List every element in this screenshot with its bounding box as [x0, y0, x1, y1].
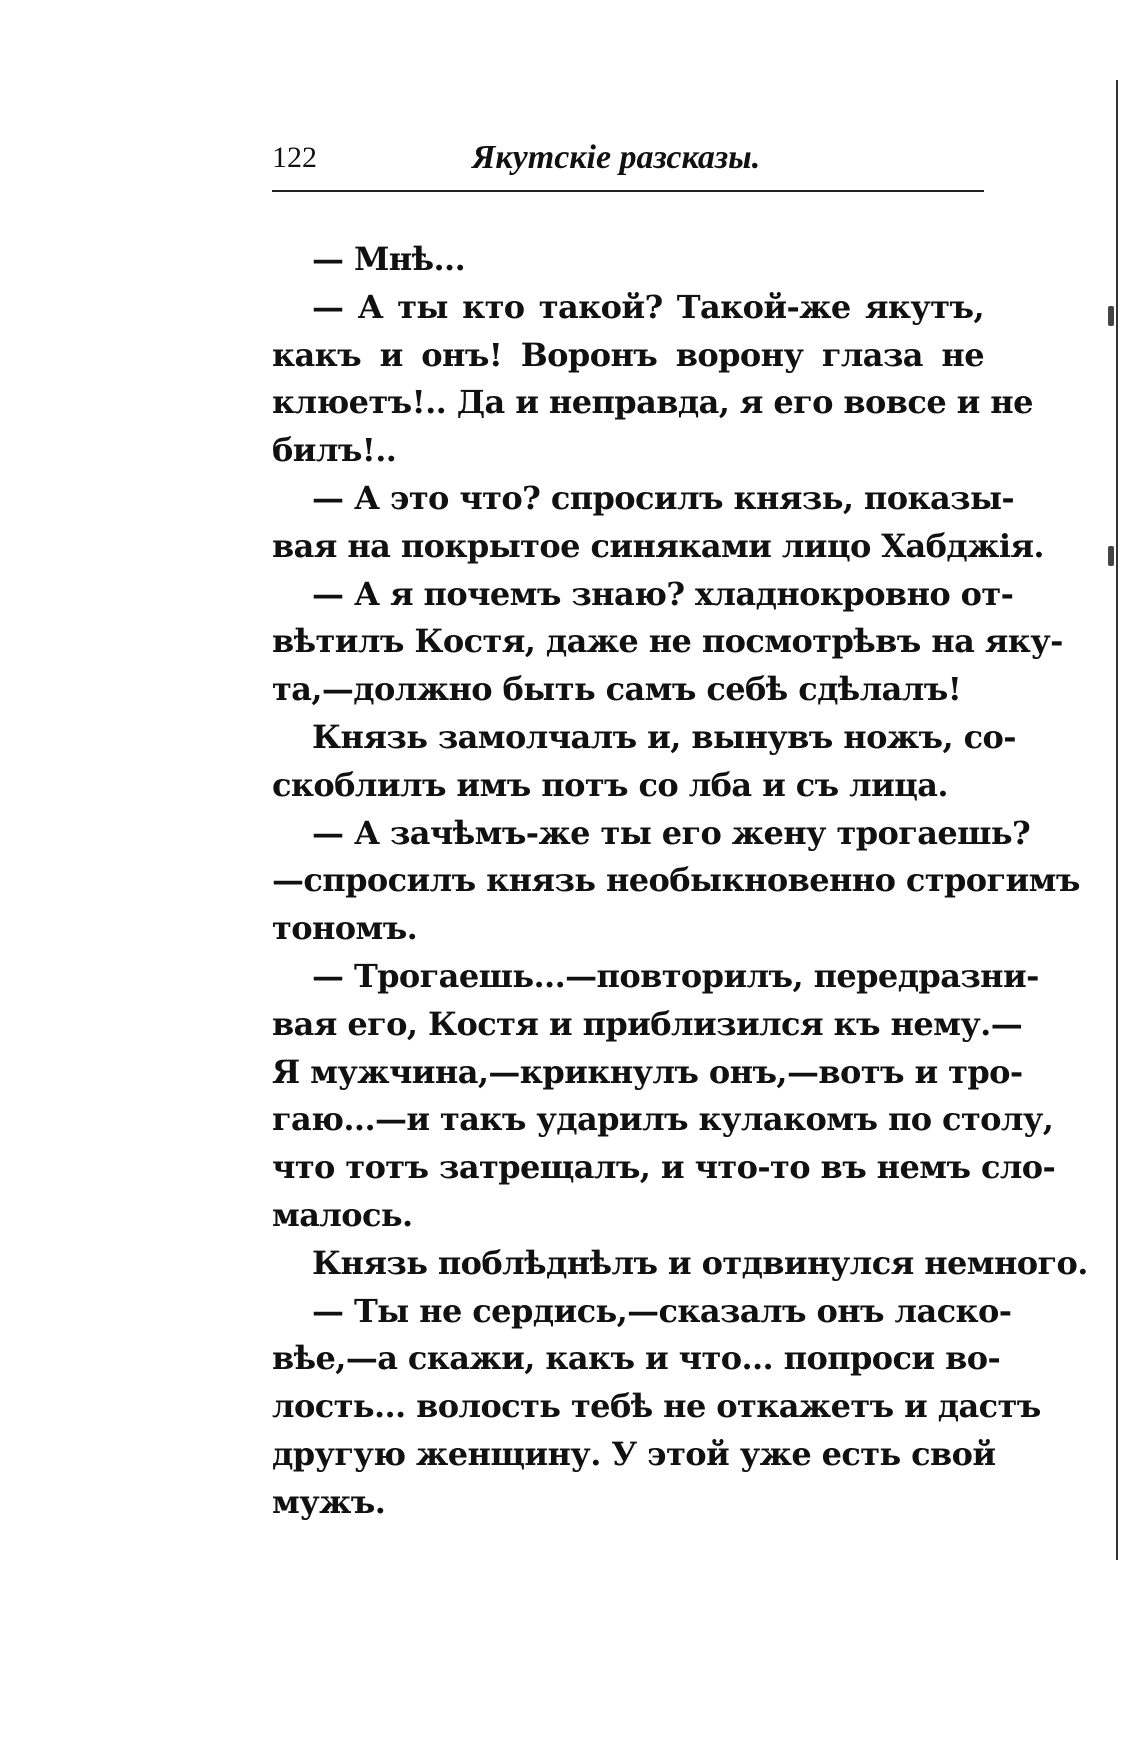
edge-mark [1108, 546, 1114, 566]
text-line: тономъ. [272, 909, 418, 948]
text-line: — Мнѣ... [312, 240, 466, 278]
text-line: вая его, Костя и приблизился къ нему.— [272, 1004, 1023, 1043]
text-line: —спросилъ князь необыкновенно строгимъ [272, 861, 1080, 900]
page-body-text [272, 236, 1088, 1527]
text-line: гаю...—и такъ ударилъ кулакомъ по столу, [272, 1100, 1054, 1139]
header-rule [272, 190, 984, 192]
text-line: малось. [272, 1195, 413, 1234]
text-line: Я мужчина,—крикнулъ онъ,—вотъ и тро- [272, 1052, 1023, 1091]
text-line: какъ и онъ! Воронъ ворону глаза не [272, 335, 984, 374]
text-line: — А я почемъ знаю? хладнокровно от- [312, 574, 1014, 613]
text-line: вѣе,—а скажи, какъ и что... попроси во- [272, 1339, 1001, 1378]
text-line: — Трогаешь...—повторилъ, передразни- [312, 956, 1039, 995]
text-line: мужъ. [272, 1482, 386, 1521]
text-line: билъ!.. [272, 431, 397, 470]
text-line: другую женщину. У этой уже есть свой [272, 1434, 996, 1473]
text-line: вая на покрытое синяками лицо Хабджія. [272, 526, 1044, 565]
text-line: Князь поблѣднѣлъ и отдвинулся немного. [312, 1243, 1088, 1282]
text-line: клюетъ!.. Да и неправда, я его вовсе и не [272, 383, 1033, 422]
text-line: та,—должно быть самъ себѣ сдѣлалъ! [272, 670, 962, 709]
text-line: Князь замолчалъ и, вынувъ ножъ, со- [312, 717, 1016, 756]
text-line: — А это что? спросилъ князь, показы- [312, 478, 1015, 517]
page-edge-shadow [1116, 80, 1118, 1560]
running-title: Якутскіе разсказы. [472, 139, 761, 176]
text-line: что тотъ затрещалъ, и что-то въ немъ сло- [272, 1148, 1056, 1187]
text-line: — Ты не сердись,—сказалъ онъ ласко- [312, 1291, 1012, 1330]
text-line: скоблилъ имъ потъ со лба и съ лица. [272, 765, 948, 804]
text-line: — А зачѣмъ-же ты его жену трогаешь? [312, 813, 1031, 852]
page-header [272, 136, 980, 180]
text-line: лость... волость тебѣ не откажетъ и дастъ [272, 1387, 1041, 1426]
text-line: — А ты кто такой? Такой-же якутъ, [312, 287, 984, 326]
edge-mark [1108, 306, 1114, 326]
text-line: вѣтилъ Костя, даже не посмотрѣвъ на яку- [272, 622, 1063, 661]
page-number: 122 [272, 141, 317, 174]
